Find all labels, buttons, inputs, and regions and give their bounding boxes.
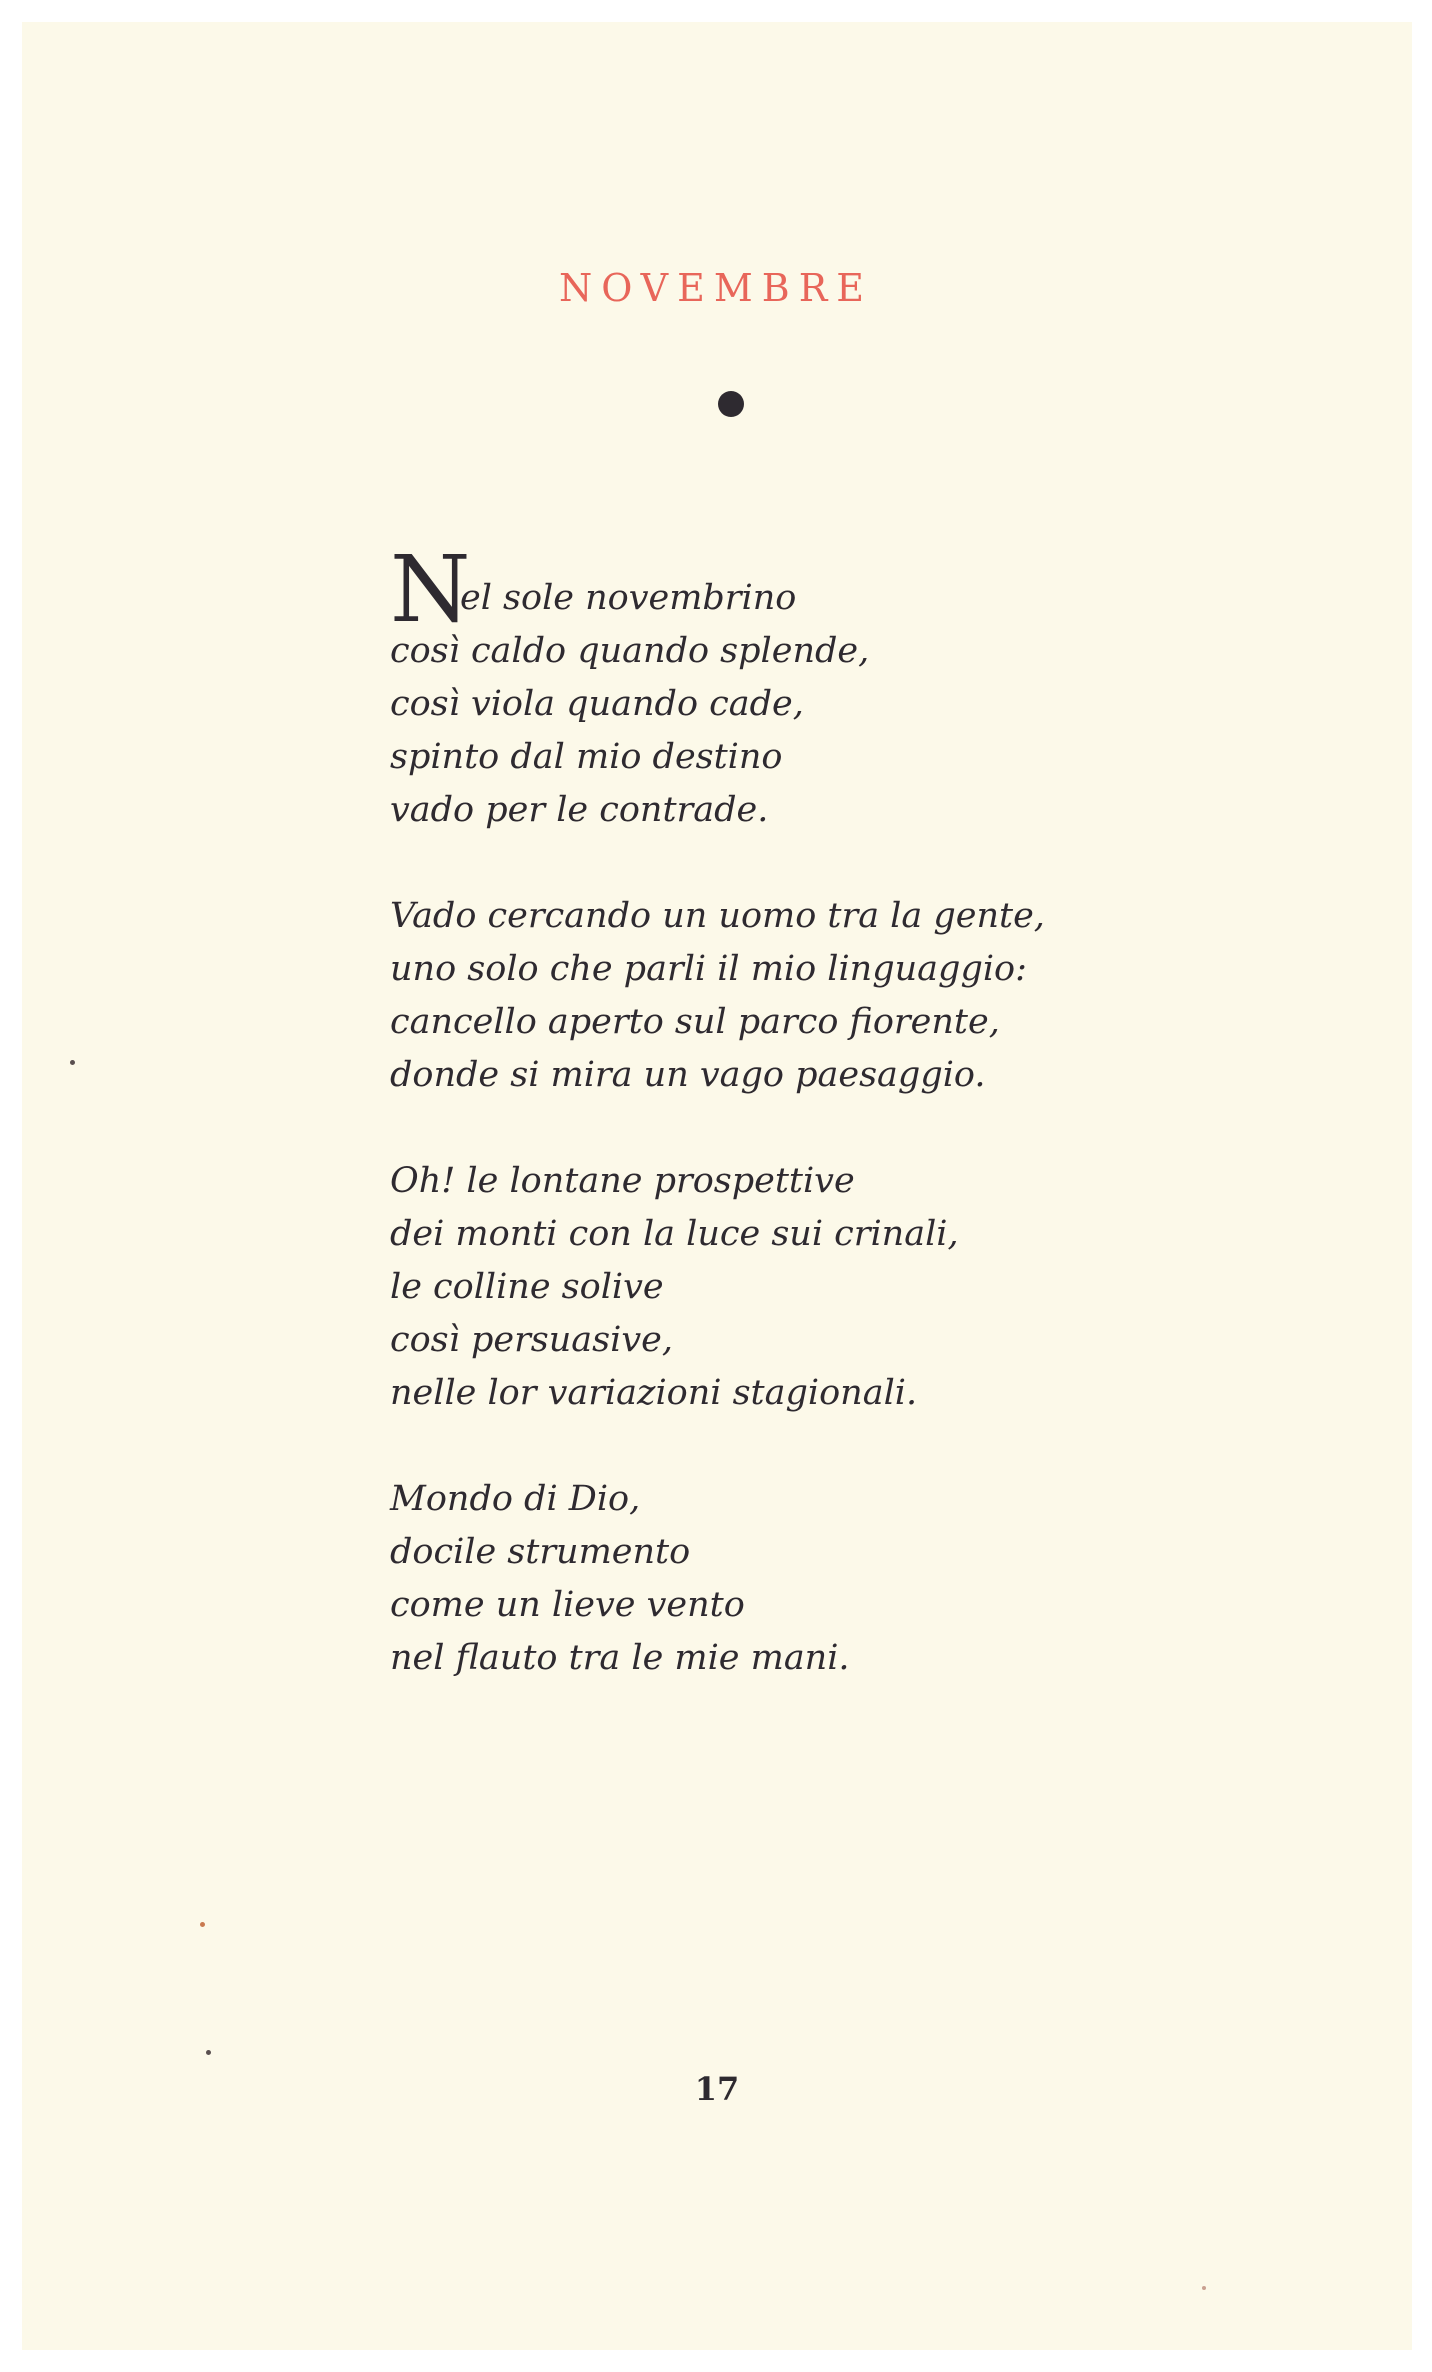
poem-line: Oh! le lontane prospettive: [390, 1161, 855, 1201]
drop-cap: N: [390, 536, 471, 643]
poem-line: così viola quando cade,: [390, 684, 804, 724]
paper-speck: [70, 1060, 75, 1065]
poem-line: [390, 536, 1190, 643]
paper-speck: [200, 1922, 205, 1927]
poem-body: [390, 536, 1190, 1738]
stanza-2: [390, 890, 1190, 1102]
first-line-text: el sole novembrino: [460, 578, 797, 618]
book-page: [22, 22, 1412, 2350]
poem-line: Vado cercando un uomo tra la gente,: [390, 896, 1045, 936]
poem-title: NOVEMBRE: [558, 266, 874, 310]
ornament-dot: [718, 391, 744, 417]
poem-line: nelle lor variazioni stagionali.: [390, 1373, 918, 1413]
paper-speck: [206, 2050, 211, 2055]
paper-speck: [1202, 2286, 1206, 2290]
poem-line: dei monti con la luce sui crinali,: [390, 1214, 959, 1254]
poem-line: donde si mira un vago paesaggio.: [390, 1055, 986, 1095]
poem-line: così caldo quando splende,: [390, 631, 870, 671]
poem-line: docile strumento: [390, 1532, 691, 1572]
poem-line: cancello aperto sul parco fiorente,: [390, 1002, 1000, 1042]
poem-line: come un lieve vento: [390, 1585, 745, 1625]
poem-line: Mondo di Dio,: [390, 1479, 641, 1519]
poem-line: le colline solive: [390, 1267, 664, 1307]
stanza-1: [390, 536, 1190, 837]
stanza-3: [390, 1155, 1190, 1420]
poem-line: uno solo che parli il mio linguaggio:: [390, 949, 1027, 989]
page-number: 17: [694, 2070, 740, 2108]
poem-line: nel flauto tra le mie mani.: [390, 1638, 850, 1678]
poem-line: vado per le contrade.: [390, 790, 769, 830]
poem-line: spinto dal mio destino: [390, 737, 783, 777]
poem-line: così persuasive,: [390, 1320, 673, 1360]
stanza-4: [390, 1473, 1190, 1685]
